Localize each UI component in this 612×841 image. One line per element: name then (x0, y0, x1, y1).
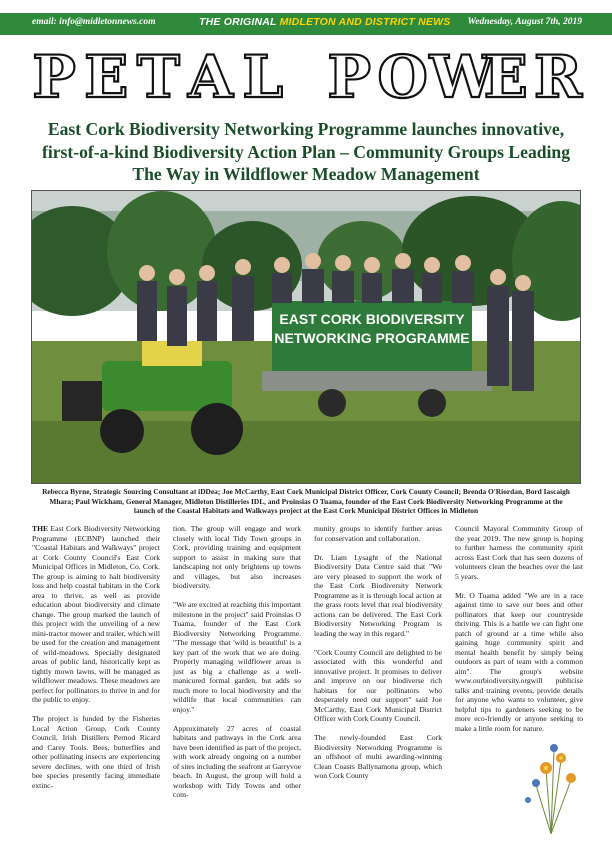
masthead-letter: W (429, 43, 495, 111)
wildflower-illustration (516, 730, 586, 834)
paragraph: Council Mayoral Community Group of the year 2019. The new group is hoping to further harness the community spirit across East Cork that has seen dozens of volunteers clean the beaches over the last 5 years. (455, 524, 583, 581)
article-column-3 (314, 524, 442, 790)
masthead-petal-power (30, 43, 583, 111)
header-bar (0, 0, 612, 42)
newspaper-prefix: THE ORIGINAL (199, 16, 280, 28)
masthead-letter: A (188, 43, 234, 111)
paragraph (32, 524, 160, 705)
paragraph: Mr. O Tuama added "We are in a race against time to save our bees and other pollinators that keep our countryside thriving. This is a battle we can fight one patch of ground at a time while also gaining huge community spirit and mental health benefit by simply being outdoors as part of team with a common aim". The group's website www.ourbiodiversity.orgwill publicise talks and training events, provide details for anyone who wants to volunteer, give helpful tips to gardeners seeking to be more eco-friendly or anyone seeking to make a little room for nature. (455, 590, 583, 733)
masthead-letter: L (242, 43, 284, 111)
paragraph: The project is funded by the Fisheries Local Action Group, Cork County Council, Irish Distillers Pernod Ricard and Carey Tools. Bees, butterflies and other pollinating insects are experiencing severe declines, with one third of Irish bee species presently facing immediate extinc- (32, 714, 160, 790)
masthead-letter: E (483, 43, 528, 111)
newspaper-title: MIDLETON AND DISTRICT NEWS (279, 16, 451, 28)
newspaper-name (199, 16, 450, 28)
paragraph: The newly-founded East Cork Biodiversity Networking Programme is an offshoot of multi awarding-winning Clean Coasts Ballynamona group, which won Cork County (314, 733, 442, 780)
paragraph: Approximately 27 acres of coastal habitats and pathways in the Cork area have been identified as part of the project, with work already ongoing on a number of sites including the seafront at Garryvoe beach. In August, the group will hold a workshop with Tidy Towns and other com- (173, 723, 301, 799)
article-photo (31, 190, 581, 484)
issue-date: Wednesday, August 7th, 2019 (467, 17, 582, 27)
masthead-letter: T (136, 43, 180, 111)
masthead-letters (30, 43, 583, 111)
banner-line-2: NETWORKING PROGRAMME (274, 330, 470, 346)
paragraph: munity groups to identify further areas for conservation and collaboration. (314, 524, 442, 543)
masthead-letter: O (377, 43, 428, 111)
masthead-letter: E (84, 43, 129, 111)
group-photo-illustration (32, 191, 581, 484)
paragraph: Dr. Liam Lysaght of the National Biodiversity Data Centre said that "We are very pleased to support the work of the East Cork Biodiversity Network Programme as it is through local action at the grass roots level that real biodiversity actions can be delivered. The East Cork Biodiversity Networking Program is leading the way in this regard." (314, 552, 442, 638)
paragraph-lead: THE (32, 524, 49, 533)
masthead-letter: R (533, 43, 583, 111)
article-headline: East Cork Biodiversity Networking Programme launches innovative, first-of-a-kind Biodiversity Action Plan – Community Groups Leading The Way in Wildflower Meadow Management (41, 119, 571, 184)
paragraph: "Cork County Council are delighted to be associated with this wonderful and innovative project. It promises to deliver and improve on our biodiverse rich habitats for our pollinators who desperately need our support" said Joe McCarthy, East Cork Municipal District Officer with Cork County Council. (314, 647, 442, 723)
article-column-1 (32, 524, 160, 800)
masthead-letter: P (32, 43, 76, 111)
header-email[interactable]: email: info@midletonnews.com (32, 17, 156, 27)
article-body (32, 524, 582, 834)
article-column-2 (173, 524, 301, 809)
photo-caption: Rebecca Byrne, Strategic Sourcing Consultant at iDDea; Joe McCarthy, East Cork Municipal District Officer, Cork County Council; Brenda O'Riordan, Bord Iascaigh Mhara; Paul Wickham, General Manager, Midleton Distilleries IDL, and Proinsias O Tuama, founder of the East Cork Biodiversity Networking Programme at the launch of the Coastal Habitats and Walkways project at the East Cork Municipal District Offices in Midleton (42, 487, 570, 516)
paragraph: "We are excited at reaching this important milestone in the project" said Proinsias O Tuama, founder of the East Cork Biodiversity Networking Programme. "The message that 'wild is beautiful' is a key part of the work that we are doing. Properly managing wildflower areas is just as big a challenge as a well-manicured formal garden, but adds so much more to local biodiversity and the wildlife that local communities can enjoy." (173, 600, 301, 714)
masthead-letter: P (327, 43, 371, 111)
paragraph-text: East Cork Biodiversity Networking Programme (ECBNP) launched their "Coastal Habitats and Walkways" project at Cork County Council's East Cork Municipal Offices in Midleton, Co. Cork. The group is aiming to halt biodiversity loss and help coastal habitats in the Cork area to thrive, as well as provide education about biodiversity and climate change. The group marked the launch of this project with the unveiling of a new mini-tractor mower and trailer, which will be used for the creation and management of wild-meadows. Specially designated areas of public land, historically kept as tightly mown lawns, will be managed as wildflower meadows. These meadows are perfect for pollinators to thrive in and for the public to enjoy. (32, 524, 160, 704)
banner-line-1: EAST CORK BIODIVERSITY (279, 311, 465, 327)
paragraph: tion. The group will engage and work closely with local Tidy Town groups in Cork, providing training and equipment support to assist in making sure that landscaping not only brightens up towns and villages, but also increases biodiversity. (173, 524, 301, 590)
article-column-4 (455, 524, 583, 743)
